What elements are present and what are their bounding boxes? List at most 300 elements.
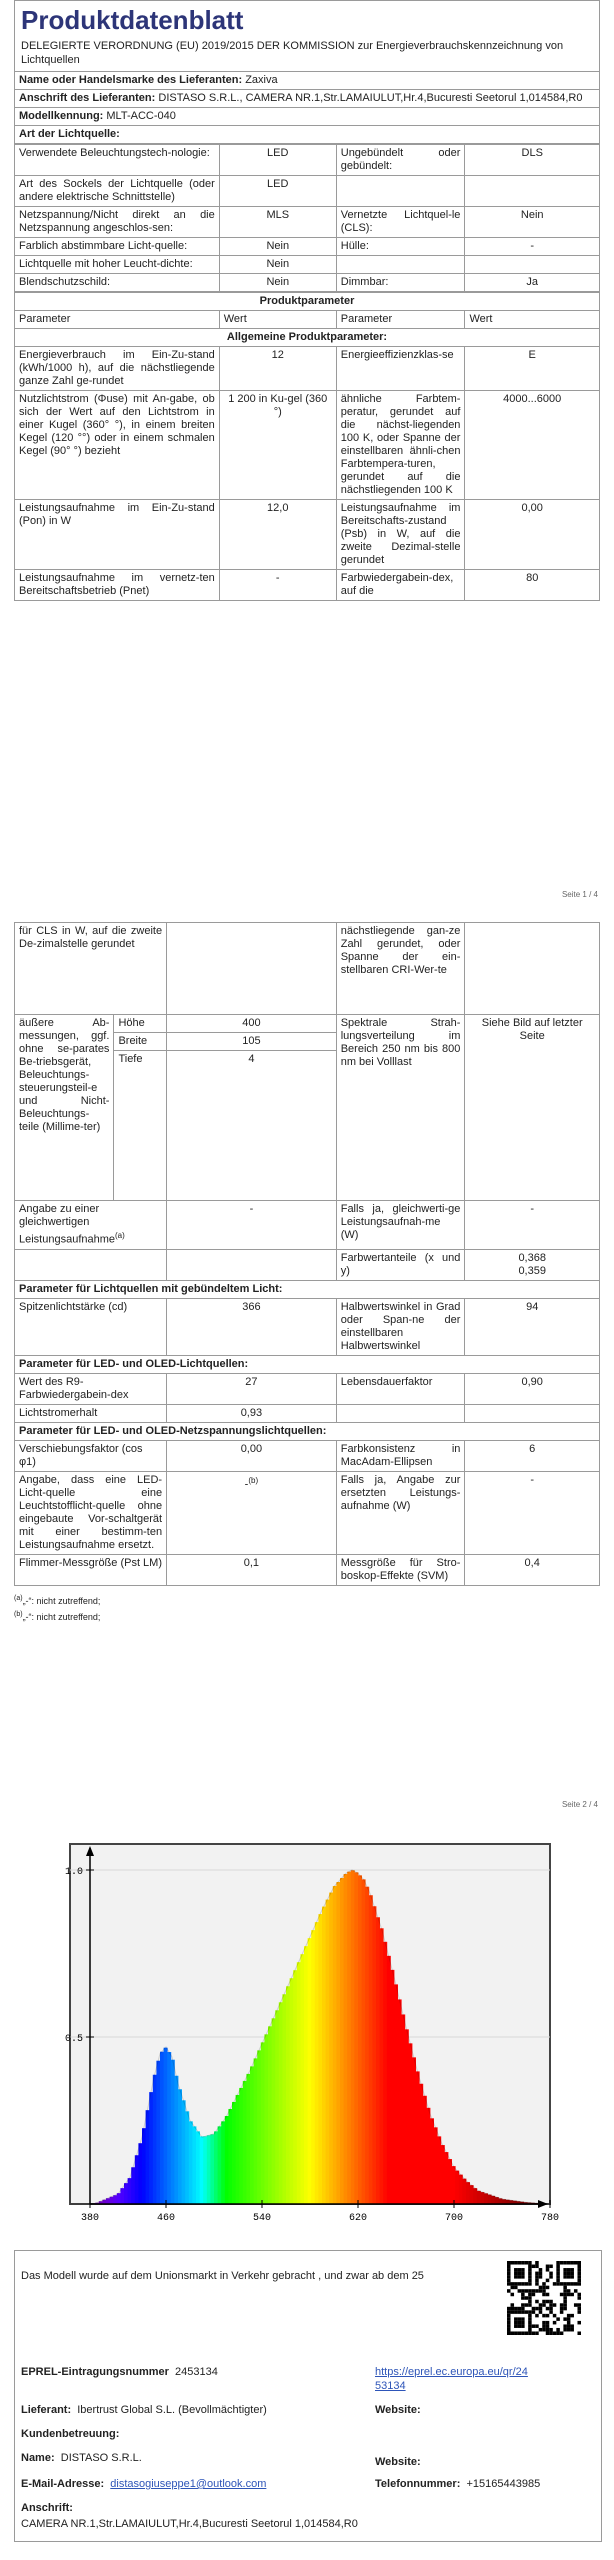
qr-module xyxy=(521,2317,525,2321)
chromaticity-x: 0,368 xyxy=(518,1251,546,1264)
footnote-a-mark: (a) xyxy=(14,1594,23,1602)
beam-angle-value: 94 xyxy=(465,1298,600,1355)
model-label: Modellkennung: xyxy=(19,110,104,122)
qr-module xyxy=(542,2321,546,2325)
qr-module xyxy=(528,2272,532,2276)
qr-module xyxy=(563,2324,567,2328)
qr-module xyxy=(563,2261,567,2265)
qr-module xyxy=(532,2265,536,2269)
spectrum-bar xyxy=(146,2110,150,2204)
spectrum-bar xyxy=(365,1887,369,2204)
qr-module xyxy=(577,2279,581,2283)
qr-module xyxy=(511,2307,515,2311)
page-2 xyxy=(14,922,600,1692)
qr-module xyxy=(528,2328,532,2332)
spectrum-bar xyxy=(311,1930,315,2204)
qr-module xyxy=(525,2331,529,2335)
qr-module xyxy=(521,2282,525,2286)
qr-module xyxy=(577,2275,581,2279)
qr-module xyxy=(577,2265,581,2269)
qr-module xyxy=(553,2331,557,2335)
supplier-name-label: Name oder Handelsmarke des Lieferanten: xyxy=(19,74,243,86)
col-value-1: Wert xyxy=(219,311,336,329)
qr-module xyxy=(507,2268,511,2272)
spectrum-bar xyxy=(297,1962,301,2204)
spectrum-bar xyxy=(437,2136,441,2204)
qr-module xyxy=(567,2282,571,2286)
spectrum-bar xyxy=(214,2131,218,2204)
qr-module xyxy=(528,2321,532,2325)
survival-factor-label: Lebensdauerfaktor xyxy=(336,1373,465,1404)
dimensions-label: äußere Ab-messungen, ggf. ohne se-parates Be-triebsgerät, Beleuchtungs-steuerungsteil-e und Nicht-Beleuchtungs-teile (Millime-ter) xyxy=(15,1015,114,1201)
spectrum-bar xyxy=(372,1906,376,2204)
qr-module xyxy=(514,2261,518,2265)
spectrum-bar xyxy=(351,1870,355,2204)
qr-module xyxy=(556,2279,560,2283)
qr-module xyxy=(532,2310,536,2314)
spectrum-bar xyxy=(293,1970,297,2204)
qr-module xyxy=(528,2314,532,2318)
qr-module xyxy=(574,2282,578,2286)
qr-module xyxy=(539,2328,543,2332)
spectrum-bar xyxy=(448,2159,452,2204)
email-link[interactable]: distasogiuseppe1@outlook.com xyxy=(110,2478,267,2490)
spectrum-bar xyxy=(250,2066,254,2204)
type-value-1: Nein xyxy=(219,274,336,292)
qr-module xyxy=(546,2265,550,2269)
spectrum-bar xyxy=(336,1882,340,2204)
spectrum-bar xyxy=(304,1946,308,2204)
x-tick-label: 540 xyxy=(252,2213,272,2224)
qr-module xyxy=(528,2300,532,2304)
param-row xyxy=(15,500,600,570)
displacement-factor-value: 0,00 xyxy=(167,1440,337,1471)
spectrum-bar xyxy=(282,1994,286,2204)
qr-module xyxy=(525,2289,529,2293)
model-value: MLT-ACC-040 xyxy=(106,110,176,122)
qr-module xyxy=(546,2279,550,2283)
qr-module xyxy=(507,2314,511,2318)
qr-module xyxy=(563,2289,567,2293)
qr-module xyxy=(507,2324,511,2328)
qr-module xyxy=(507,2310,511,2314)
qr-module xyxy=(560,2310,564,2314)
spectrum-bar xyxy=(401,2014,405,2204)
qr-module xyxy=(528,2265,532,2269)
qr-module xyxy=(528,2275,532,2279)
spectrum-bar xyxy=(470,2185,474,2204)
x-tick-label: 620 xyxy=(348,2213,368,2224)
spectrum-bar xyxy=(203,2136,207,2204)
qr-module xyxy=(546,2268,550,2272)
stroboscopic-value: 0,4 xyxy=(465,1554,600,1585)
params-table xyxy=(14,292,600,601)
type-row xyxy=(15,274,600,292)
qr-module xyxy=(521,2324,525,2328)
qr-module xyxy=(542,2324,546,2328)
qr-module xyxy=(507,2321,511,2325)
lumen-maintenance-label: Lichtstromerhalt xyxy=(15,1404,167,1422)
qr-module xyxy=(563,2317,567,2321)
spectrum-bar xyxy=(416,2071,420,2204)
chromaticity-value xyxy=(465,1249,600,1280)
qr-module xyxy=(525,2261,529,2265)
eprel-link[interactable] xyxy=(375,2365,528,2393)
qr-module xyxy=(567,2272,571,2276)
email-row xyxy=(21,2477,266,2491)
spectrum-bar xyxy=(480,2192,484,2204)
r9-value: 27 xyxy=(167,1373,337,1404)
qr-module xyxy=(539,2303,543,2307)
email-label: E-Mail-Adresse: xyxy=(21,2478,105,2490)
qr-module xyxy=(514,2324,518,2328)
x-tick-label: 380 xyxy=(80,2213,100,2224)
param-label-1: Nutzlichtstrom (Φuse) mit An-gabe, ob sich der Wert auf den Lichtstrom in einer Kugel (360° °), in einem breiten Kegel (120 °°) oder in einem schmalen Kegel (90° °) bezieht xyxy=(15,391,220,500)
x-tick-label: 700 xyxy=(444,2213,464,2224)
type-label-1: Netzspannung/Nicht direkt an die Netzspannung angeschlos-sen: xyxy=(15,207,220,238)
col-param-1: Parameter xyxy=(15,311,220,329)
spectrum-bar xyxy=(232,2102,236,2204)
spectrum-bar xyxy=(110,2197,114,2204)
type-row xyxy=(15,207,600,238)
qr-module xyxy=(518,2275,522,2279)
qr-module xyxy=(556,2328,560,2332)
spectrum-bar xyxy=(329,1893,333,2204)
page-number-2: Seite 2 / 4 xyxy=(561,1800,598,1809)
qr-module xyxy=(528,2303,532,2307)
type-label-2: Vernetzte Lichtquel-le (CLS): xyxy=(336,207,465,238)
spectrum-bar xyxy=(221,2121,225,2204)
qr-module xyxy=(514,2321,518,2325)
spectrum-bar xyxy=(354,1872,358,2204)
param-label-1: Leistungsaufnahme im Ein-Zu-stand (Pon) in W xyxy=(15,500,220,570)
replaced-power-label: Falls ja, Angabe zur ersetzten Leistungs-aufnahme (W) xyxy=(336,1471,465,1554)
equiv-power-label xyxy=(15,1201,167,1250)
cri-continued-label: nächstliegende gan-ze Zahl gerundet, oder Spanne der ein-stellbaren CRI-Wer-te xyxy=(336,923,465,1015)
qr-module xyxy=(542,2289,546,2293)
param-value-1: 12,0 xyxy=(219,500,336,570)
qr-module xyxy=(514,2272,518,2276)
qr-module xyxy=(514,2282,518,2286)
qr-module xyxy=(577,2321,581,2325)
param-value-1: 1 200 in Ku-gel (360 °) xyxy=(219,391,336,500)
equiv-power-sup: (a) xyxy=(115,1231,125,1240)
spectrum-bar xyxy=(383,1942,387,2204)
qr-module xyxy=(507,2261,511,2265)
qr-module xyxy=(514,2310,518,2314)
spectrum-bar xyxy=(164,2048,168,2204)
qr-module xyxy=(521,2261,525,2265)
type-value-1: LED xyxy=(219,145,336,176)
footnote-b-mark: (b) xyxy=(14,1610,23,1618)
supplier-address-value: DISTASO S.R.L., CAMERA NR.1,Str.LAMAIULUT,Hr.4,Bucuresti Seetorul 1,014584,R0 xyxy=(158,92,583,104)
qr-module xyxy=(570,2275,574,2279)
spectrum-bar xyxy=(434,2127,438,2204)
type-value-1: Nein xyxy=(219,238,336,256)
qr-module xyxy=(570,2324,574,2328)
model-row xyxy=(15,108,600,126)
spectrum-bar xyxy=(156,2061,160,2204)
spectrum-bar xyxy=(347,1872,351,2204)
qr-module xyxy=(514,2268,518,2272)
spectrum-bar xyxy=(182,2100,186,2204)
qr-module xyxy=(507,2275,511,2279)
equiv-power-value: - xyxy=(167,1201,337,1250)
spectrum-bar xyxy=(207,2135,211,2204)
led-section-heading: Parameter für LED- und OLED-Lichtquellen: xyxy=(15,1355,600,1373)
stroboscopic-label: Messgröße für Stro-boskop-Effekte (SVM) xyxy=(336,1554,465,1585)
qr-module xyxy=(518,2317,522,2321)
qr-module xyxy=(528,2324,532,2328)
market-date-text: Das Modell wurde auf dem Unionsmarkt in Verkehr gebracht , und zwar ab dem 25 xyxy=(21,2270,424,2282)
qr-module xyxy=(518,2331,522,2335)
qr-module xyxy=(518,2261,522,2265)
qr-module xyxy=(567,2321,571,2325)
spectrum-bar xyxy=(124,2183,128,2204)
param-row xyxy=(15,570,600,601)
page-1 xyxy=(14,0,600,880)
dim-width-value: 105 xyxy=(167,1033,337,1051)
qr-module xyxy=(560,2282,564,2286)
pnet-continued-value xyxy=(167,923,337,1015)
qr-module xyxy=(521,2289,525,2293)
param-label-1: Energieverbrauch im Ein-Zu-stand (kWh/1000 h), auf die nächstliegende ganze Zahl ge-rundet xyxy=(15,347,220,391)
params-heading: Produktparameter xyxy=(15,293,600,311)
type-label-2: Ungebündelt oder gebündelt: xyxy=(336,145,465,176)
qr-module xyxy=(521,2275,525,2279)
qr-module xyxy=(539,2307,543,2311)
qr-module xyxy=(549,2303,553,2307)
spectrum-bar xyxy=(189,2121,193,2204)
spectrum-bar xyxy=(394,1984,398,2204)
qr-module xyxy=(563,2300,567,2304)
qr-module xyxy=(556,2317,560,2321)
qr-module xyxy=(553,2321,557,2325)
spectrum-bar xyxy=(340,1878,344,2204)
spectrum-bar xyxy=(257,2050,261,2204)
qr-module xyxy=(514,2307,518,2311)
spectrum-bar xyxy=(459,2175,463,2204)
qr-module xyxy=(546,2293,550,2297)
qr-module xyxy=(514,2331,518,2335)
qr-module xyxy=(560,2331,564,2335)
peak-intensity-value: 366 xyxy=(167,1298,337,1355)
qr-module xyxy=(532,2331,536,2335)
spectrum-chart xyxy=(60,1828,560,2238)
kundenbetreuung-label: Kundenbetreuung: xyxy=(21,2428,120,2440)
col-param-2: Parameter xyxy=(336,311,465,329)
qr-module xyxy=(542,2282,546,2286)
param-label-2: Leistungsaufnahme im Bereitschafts-zustand (Psb) in W, auf die zweite Dezimal-stelle gerundet xyxy=(336,500,465,570)
qr-module xyxy=(577,2310,581,2314)
footnote-b-text: „-“: nicht zutreffend; xyxy=(22,1611,101,1622)
spectrum-bar xyxy=(178,2089,182,2204)
qr-module xyxy=(542,2328,546,2332)
qr-module xyxy=(553,2282,557,2286)
supplier-name-row xyxy=(15,72,600,90)
qr-module xyxy=(563,2303,567,2307)
survival-factor-value: 0,90 xyxy=(465,1373,600,1404)
qr-module xyxy=(532,2293,536,2297)
qr-module xyxy=(570,2261,574,2265)
qr-module xyxy=(521,2293,525,2297)
spectrum-bar xyxy=(326,1900,330,2204)
qr-module xyxy=(563,2296,567,2300)
spectrum-bar xyxy=(192,2126,196,2204)
replaced-power-value: - xyxy=(465,1471,600,1554)
qr-module xyxy=(521,2296,525,2300)
chromaticity-label: Farbwertanteile (x und y) xyxy=(336,1249,465,1280)
qr-module xyxy=(567,2324,571,2328)
eprel-link-line1: https://eprel.ec.europa.eu/qr/24 xyxy=(375,2366,528,2378)
peak-intensity-label: Spitzenlichtstärke (cd) xyxy=(15,1298,167,1355)
footnote-a-text: „-“: nicht zutreffend; xyxy=(22,1595,101,1606)
equiv-power-text: Angabe zu einer gleichwertigen Leistungsaufnahme xyxy=(19,1203,116,1246)
qr-module xyxy=(560,2303,564,2307)
qr-module xyxy=(549,2310,553,2314)
qr-module xyxy=(570,2282,574,2286)
qr-module xyxy=(549,2272,553,2276)
qr-module xyxy=(567,2328,571,2332)
flicker-label: Flimmer-Messgröße (Pst LM) xyxy=(15,1554,167,1585)
type-value-1: Nein xyxy=(219,256,336,274)
qr-module xyxy=(528,2279,532,2283)
qr-module xyxy=(525,2310,529,2314)
qr-module xyxy=(577,2268,581,2272)
qr-module xyxy=(577,2307,581,2311)
qr-module xyxy=(549,2265,553,2269)
qr-module xyxy=(546,2286,550,2290)
header-block xyxy=(14,0,600,71)
param-row xyxy=(15,391,600,500)
type-value-1: MLS xyxy=(219,207,336,238)
fluorescent-replacement-label: Angabe, dass eine LED-Licht-quelle eine Leuchtstofflicht-quelle ohne eingebaute Vor-schaltgerät mit einer bestimm-ten Leistungsaufnahme ersetzt. xyxy=(15,1471,167,1554)
qr-module xyxy=(532,2289,536,2293)
type-value-2: DLS xyxy=(465,145,600,176)
qr-module xyxy=(521,2321,525,2325)
spectrum-bar xyxy=(318,1914,322,2204)
spectrum-bar xyxy=(167,2052,171,2204)
qr-module xyxy=(535,2282,539,2286)
qr-module xyxy=(549,2307,553,2311)
qr-module xyxy=(525,2296,529,2300)
qr-module xyxy=(570,2272,574,2276)
qr-module xyxy=(563,2268,567,2272)
dim-depth-label: Tiefe xyxy=(114,1051,167,1201)
spectrum-bar xyxy=(380,1928,384,2204)
spectrum-bar xyxy=(174,2076,178,2204)
qr-module xyxy=(535,2265,539,2269)
qr-module xyxy=(528,2293,532,2297)
spectrum-bar xyxy=(264,2034,268,2204)
kname-row xyxy=(21,2451,142,2465)
qr-module xyxy=(521,2303,525,2307)
qr-module xyxy=(563,2272,567,2276)
qr-module xyxy=(528,2296,532,2300)
spectrum-bar xyxy=(452,2166,456,2204)
phone-label: Telefonnummer: xyxy=(375,2478,461,2490)
r9-label: Wert des R9-Farbwiedergabein-dex xyxy=(15,1373,167,1404)
dim-height-value: 400 xyxy=(167,1015,337,1033)
info-block xyxy=(14,2250,602,2542)
spectrum-bar xyxy=(239,2088,243,2204)
qr-module xyxy=(518,2307,522,2311)
qr-module xyxy=(546,2331,550,2335)
page-title: Produktdatenblatt xyxy=(21,5,244,35)
spectrum-bar xyxy=(138,2143,142,2204)
qr-module xyxy=(518,2289,522,2293)
qr-module xyxy=(518,2324,522,2328)
param-label-2: ähnliche Farbtem-peratur, gerundet auf die nächst-liegenden 100 K, oder Spanne der einstellbaren ähnli-chen Farbtempera-turen, gerundet auf die nächstliegenden 100 K xyxy=(336,391,465,500)
spectrum-bar xyxy=(369,1895,373,2204)
qr-module xyxy=(567,2293,571,2297)
fluorescent-replacement-sup: (b) xyxy=(248,1475,259,1485)
qr-module xyxy=(560,2307,564,2311)
type-label-2 xyxy=(336,176,465,207)
param-value-2: 80 xyxy=(465,570,600,601)
type-row xyxy=(15,238,600,256)
qr-module xyxy=(539,2289,543,2293)
qr-module xyxy=(539,2272,543,2276)
qr-module xyxy=(556,2331,560,2335)
spectrum-bar xyxy=(236,2095,240,2204)
qr-module xyxy=(518,2272,522,2276)
spectrum-bar xyxy=(322,1907,326,2204)
param-label-1: Leistungsaufnahme im vernetz-ten Bereitschaftsbetrieb (Pnet) xyxy=(15,570,220,601)
qr-module xyxy=(570,2314,574,2318)
qr-module xyxy=(546,2324,550,2328)
qr-module xyxy=(546,2307,550,2311)
macadam-value: 6 xyxy=(465,1440,600,1471)
qr-module xyxy=(521,2331,525,2335)
spectrum-bar xyxy=(254,2058,258,2204)
qr-module xyxy=(546,2314,550,2318)
address-value: CAMERA NR.1,Str.LAMAIULUT,Hr.4,Bucuresti Seetorul 1,014584,R0 xyxy=(21,2518,358,2530)
qr-module xyxy=(507,2289,511,2293)
spectrum-bar xyxy=(315,1922,319,2204)
qr-module xyxy=(546,2321,550,2325)
qr-module xyxy=(556,2268,560,2272)
supplier-table xyxy=(14,71,600,144)
qr-module xyxy=(511,2286,515,2290)
spectrum-bar xyxy=(358,1875,362,2204)
y-tick-label: 1.0 xyxy=(64,1867,83,1878)
type-label-2: Hülle: xyxy=(336,238,465,256)
qr-module xyxy=(556,2275,560,2279)
qr-module xyxy=(507,2317,511,2321)
spectrum-bar xyxy=(426,2108,430,2204)
qr-module xyxy=(528,2317,532,2321)
qr-module xyxy=(574,2289,578,2293)
qr-module xyxy=(563,2307,567,2311)
qr-module xyxy=(528,2289,532,2293)
qr-module xyxy=(518,2310,522,2314)
spectrum-bar xyxy=(423,2096,427,2204)
spectrum-bar xyxy=(455,2171,459,2204)
type-label-1: Lichtquelle mit hoher Leucht-dichte: xyxy=(15,256,220,274)
qr-module xyxy=(577,2261,581,2265)
spectrum-bar xyxy=(484,2193,488,2204)
dim-height-label: Höhe xyxy=(114,1015,167,1033)
type-label: Art der Lichtquelle: xyxy=(15,126,600,144)
qr-code-icon[interactable] xyxy=(507,2261,581,2335)
website2-label: Website: xyxy=(375,2456,421,2468)
qr-module xyxy=(535,2314,539,2318)
spectrum-bar xyxy=(272,2018,276,2204)
qr-module xyxy=(577,2303,581,2307)
supplier-name-value: Zaxiva xyxy=(245,74,278,86)
x-tick-label: 780 xyxy=(540,2213,560,2224)
